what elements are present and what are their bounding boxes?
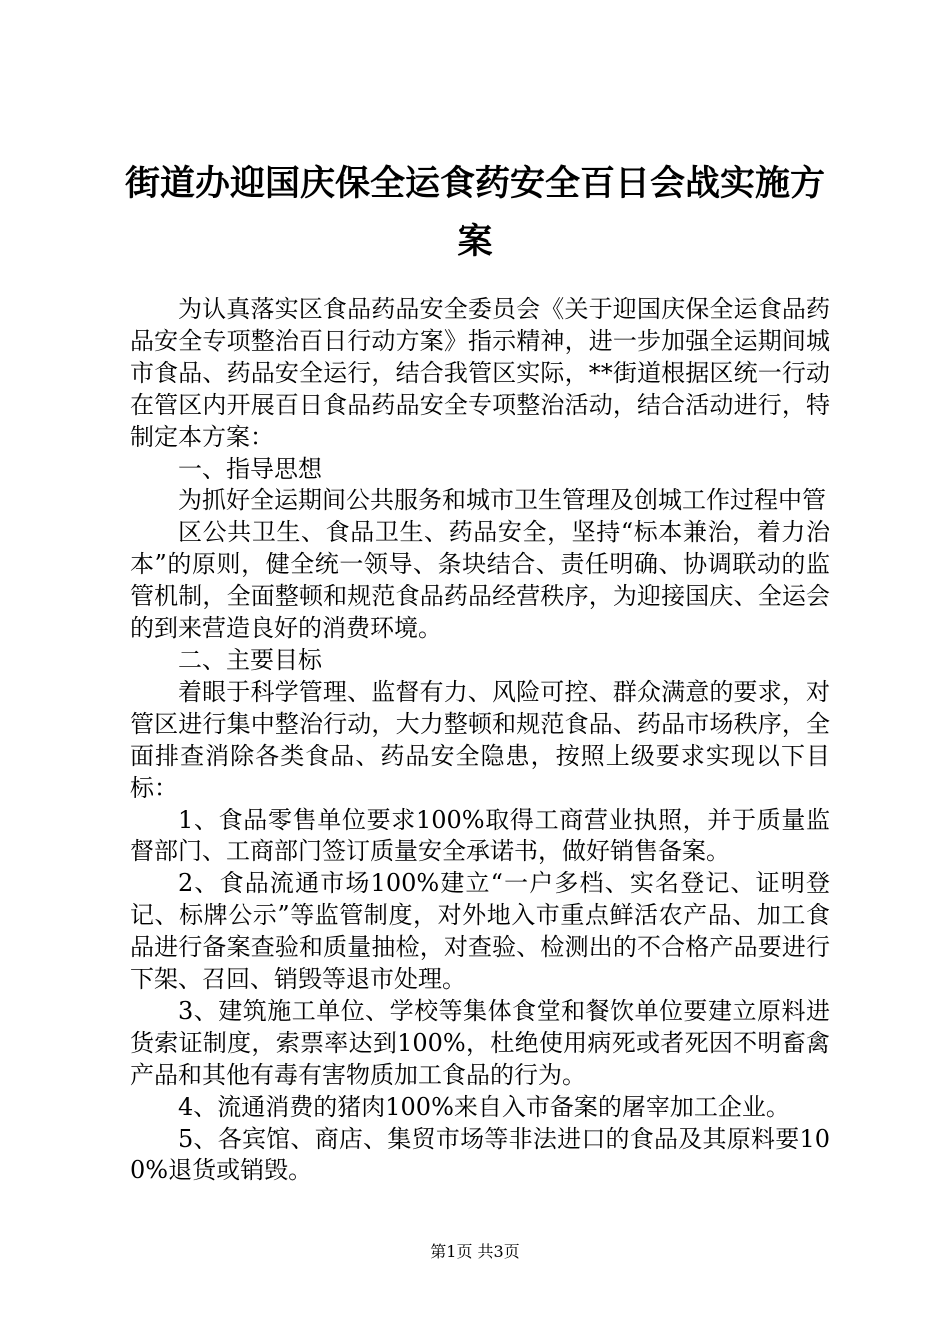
goal-item-4: 4、流通消费的猪肉100%来自入市备案的屠宰加工企业。 (178, 1092, 790, 1121)
intro-paragraph: 为认真落实区食品药品安全委员会《关于迎国庆保全运食品药品安全专项整治百日行动方案》指示精神，进一步加强全运期间城市食品、药品安全运行，结合我管区实际，**街道根据区统一行动在管区内开展百日食品药品安全专项整治活动，结合活动进行，特制定本方案： (130, 295, 830, 451)
section-heading-guiding-ideology: 一、指导思想 (178, 454, 322, 483)
document-body (130, 294, 830, 1187)
goal-item-3: 3、建筑施工单位、学校等集体食堂和餐饮单位要建立原料进货索证制度，索票率达到100%，杜绝使用病死或者死因不明畜禽产品和其他有毒有害物质加工食品的行为。 (130, 996, 830, 1089)
document-title: 街道办迎国庆保全运食药安全百日会战实施方案 (124, 164, 825, 262)
page-footer: 第1页 共3页 (430, 1242, 520, 1261)
guiding-paragraph-1: 为抓好全运期间公共服务和城市卫生管理及创城工作过程中管 (178, 486, 826, 515)
goal-item-2: 2、食品流通市场100%建立“一户多档、实名登记、证明登记、标牌公示”等监管制度，对外地入市重点鲜活农产品、加工食品进行备案查验和质量抽检，对查验、检测出的不合格产品要进行下架、召回、销毁等退市处理。 (130, 869, 830, 994)
guiding-paragraph-2: 区公共卫生、食品卫生、药品安全，坚持“标本兼治，着力治本”的原则，健全统一领导、条块结合、责任明确、协调联动的监管机制，全面整顿和规范食品药品经营秩序，为迎接国庆、全运会的到来营造良好的消费环境。 (130, 518, 830, 643)
section-heading-main-goals: 二、主要目标 (178, 645, 322, 674)
goal-item-1: 1、食品零售单位要求100%取得工商营业执照，并于质量监督部门、工商部门签订质量安全承诺书，做好销售备案。 (130, 805, 830, 866)
goal-item-5: 5、各宾馆、商店、集贸市场等非法进口的食品及其原料要100%退货或销毁。 (130, 1124, 830, 1185)
goals-paragraph: 着眼于科学管理、监督有力、风险可控、群众满意的要求，对管区进行集中整治行动，大力整顿和规范食品、药品市场秩序，全面排查消除各类食品、药品安全隐患，按照上级要求实现以下目标： (130, 677, 830, 802)
